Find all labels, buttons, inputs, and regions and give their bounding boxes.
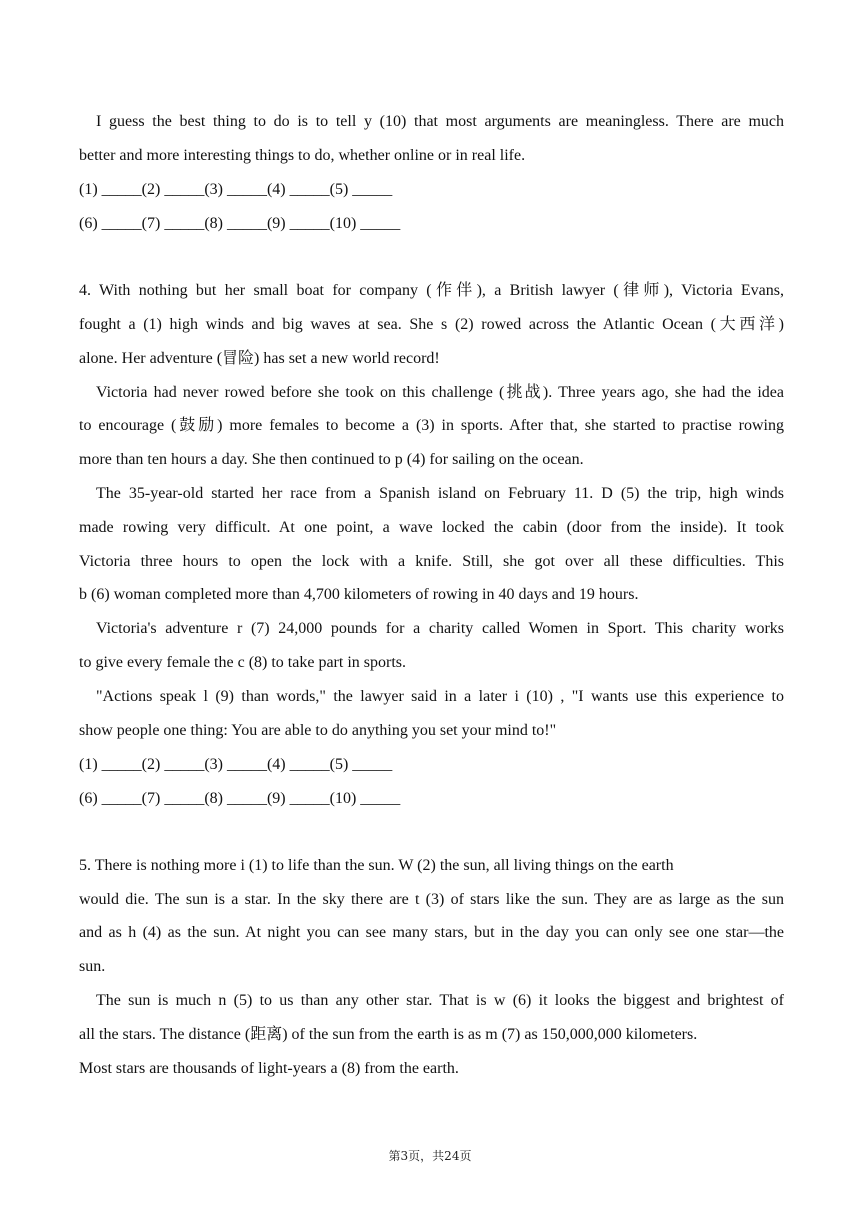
question-4-line: more than ten hours a day. She then continued to p (4) for sailing on the ocean. [79,451,584,468]
passage-line: better and more interesting things to do, whether online or in real life. [79,147,526,164]
question-4-line: b (6) woman completed more than 4,700 kilometers of rowing in 40 days and 19 hours. [79,586,639,603]
answer-blanks-row: (1) _____(2) _____(3) _____(4) _____(5) _____ [79,756,393,773]
question-5-line: Most stars are thousands of light-years a (8) from the earth. [79,1060,459,1077]
question-5-line: and as h (4) as the sun. At night you can see many stars, but in the day you can only see one star—the [79,924,784,941]
question-5-line: The sun is much n (5) to us than any other star. That is w (6) it looks the biggest and brightest of [96,992,784,1009]
question-4-line: fought a (1) high winds and big waves at sea. She s (2) rowed across the Atlantic Ocean (大西洋) [79,316,784,333]
question-5-line: all the stars. The distance (距离) of the sun from the earth is as m (7) as 150,000,000 kilometers. [79,1026,698,1043]
question-5-line: would die. The sun is a star. In the sky there are t (3) of stars like the sun. They are as large as the sun [79,891,784,908]
question-5-line: sun. [79,958,106,975]
passage-line: I guess the best thing to do is to tell y (10) that most arguments are meaningless. There are much [96,113,784,130]
answer-blanks-row: (6) _____(7) _____(8) _____(9) _____(10) _____ [79,215,401,232]
answer-blanks-row: (1) _____(2) _____(3) _____(4) _____(5) _____ [79,181,393,198]
question-4-line: made rowing very difficult. At one point, a wave locked the cabin (door from the inside). It took [79,519,784,536]
question-5-line: 5. There is nothing more i (1) to life than the sun. W (2) the sun, all living things on the earth [79,857,674,874]
question-4-line: "Actions speak l (9) than words," the lawyer said in a later i (10) , "I wants use this experience to [96,688,784,705]
question-4-line: to give every female the c (8) to take part in sports. [79,654,406,671]
question-4-line: alone. Her adventure (冒险) has set a new world record! [79,350,440,367]
question-4-line: Victoria's adventure r (7) 24,000 pounds for a charity called Women in Sport. This charity works [96,620,784,637]
question-4-line: 4. With nothing but her small boat for company (作伴), a British lawyer (律师), Victoria Evans, [79,282,784,299]
question-4-line: Victoria had never rowed before she took on this challenge (挑战). Three years ago, she had the idea [96,384,784,401]
question-4-line: show people one thing: You are able to do anything you set your mind to!" [79,722,557,739]
question-4-line: Victoria three hours to open the lock with a knife. Still, she got over all these difficulties. This [79,553,784,570]
page-footer: 第3页，共24页 [388,1149,472,1163]
answer-blanks-row: (6) _____(7) _____(8) _____(9) _____(10) _____ [79,790,401,807]
question-4-line: The 35-year-old started her race from a Spanish island on February 11. D (5) the trip, high winds [96,485,784,502]
question-4-line: to encourage (鼓励) more females to become a (3) in sports. After that, she started to practise rowing [79,417,784,434]
